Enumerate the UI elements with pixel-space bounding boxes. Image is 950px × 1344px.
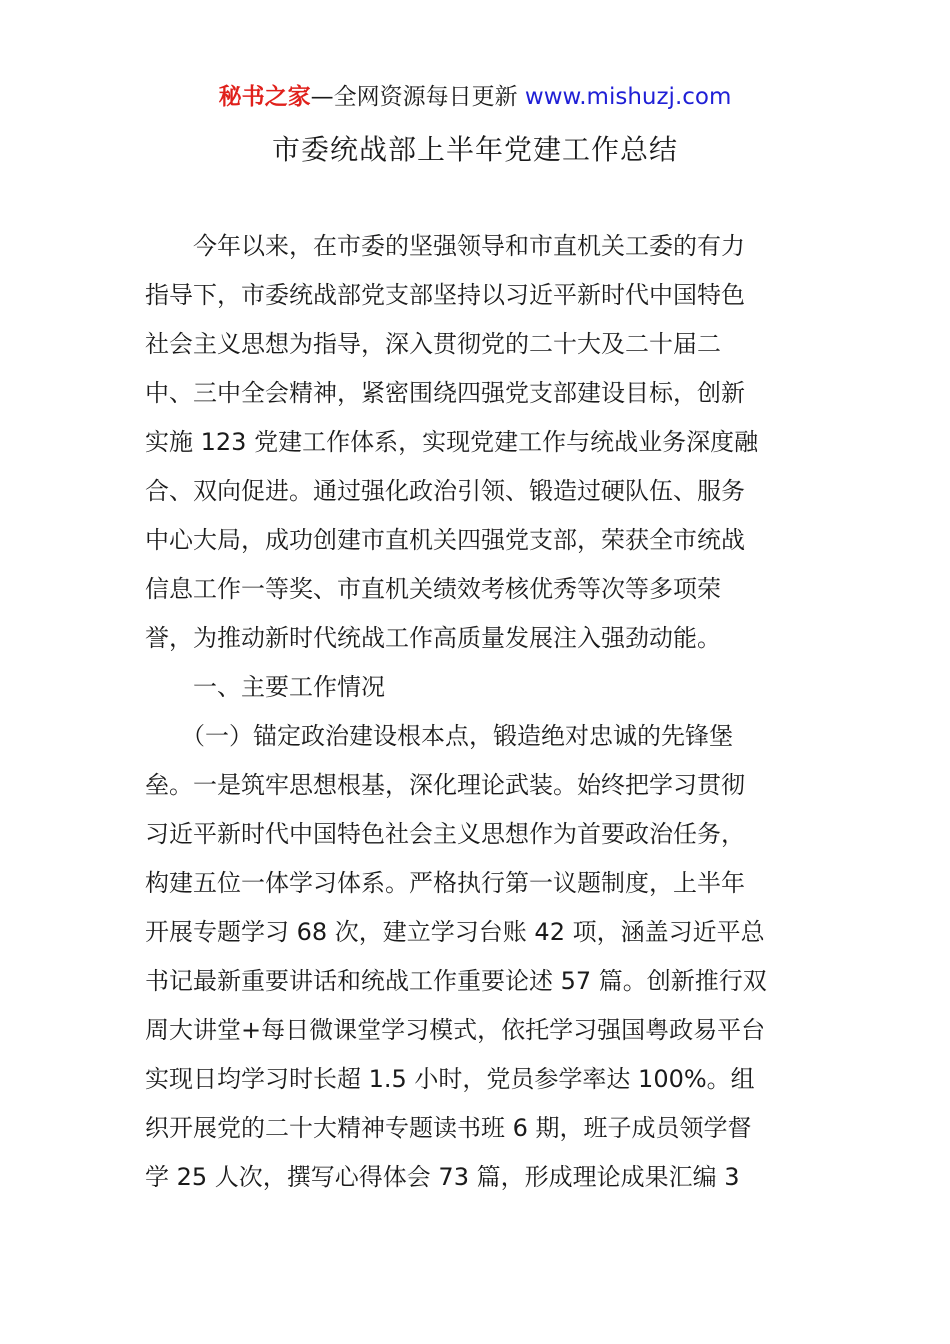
body-line: 书记最新重要讲话和统战工作重要论述 57 篇。创新推行双 — [145, 967, 767, 995]
body-line: 实现日均学习时长超 1.5 小时，党员参学率达 100%。组 — [145, 1065, 755, 1093]
body-line: 周大讲堂+每日微课堂学习模式，依托学习强国粤政易平台 — [145, 1016, 766, 1044]
site-tagline: —全网资源每日更新 — [310, 84, 518, 110]
body-line: 构建五位一体学习体系。严格执行第一议题制度，上半年 — [145, 869, 745, 897]
body-line: 中、三中全会精神，紧密围绕四强党支部建设目标，创新 — [145, 379, 745, 407]
site-banner — [0, 80, 950, 114]
site-brand: 秘书之家 — [218, 84, 311, 110]
site-url-link[interactable]: www.mishuzj.com — [524, 84, 732, 110]
document-body — [145, 228, 815, 1208]
body-line: 学 25 人次，撰写心得体会 73 篇，形成理论成果汇编 3 — [145, 1163, 740, 1191]
body-line: 誉，为推动新时代统战工作高质量发展注入强劲动能。 — [145, 624, 721, 652]
document-title: 市委统战部上半年党建工作总结 — [271, 133, 678, 166]
body-line: 今年以来，在市委的坚强领导和市直机关工委的有力 — [145, 232, 745, 260]
body-line: 指导下，市委统战部党支部坚持以习近平新时代中国特色 — [145, 281, 745, 309]
body-line: 开展专题学习 68 次，建立学习台账 42 项，涵盖习近平总 — [145, 918, 765, 946]
body-line: 习近平新时代中国特色社会主义思想作为首要政治任务， — [145, 820, 745, 848]
body-line: 合、双向促进。通过强化政治引领、锻造过硬队伍、服务 — [145, 477, 745, 505]
section-heading: 一、主要工作情况 — [145, 673, 385, 701]
body-line: 织开展党的二十大精神专题读书班 6 期，班子成员领学督 — [145, 1114, 752, 1142]
body-line: 中心大局，成功创建市直机关四强党支部，荣获全市统战 — [145, 526, 745, 554]
body-line: 社会主义思想为指导，深入贯彻党的二十大及二十届二 — [145, 330, 721, 358]
body-line: 垒。一是筑牢思想根基，深化理论武装。始终把学习贯彻 — [145, 771, 745, 799]
body-line: 信息工作一等奖、市直机关绩效考核优秀等次等多项荣 — [145, 575, 721, 603]
body-line: 实施 123 党建工作体系，实现党建工作与统战业务深度融 — [145, 428, 759, 456]
body-line: （一）锚定政治建设根本点，锻造绝对忠诚的先锋堡 — [145, 722, 733, 750]
